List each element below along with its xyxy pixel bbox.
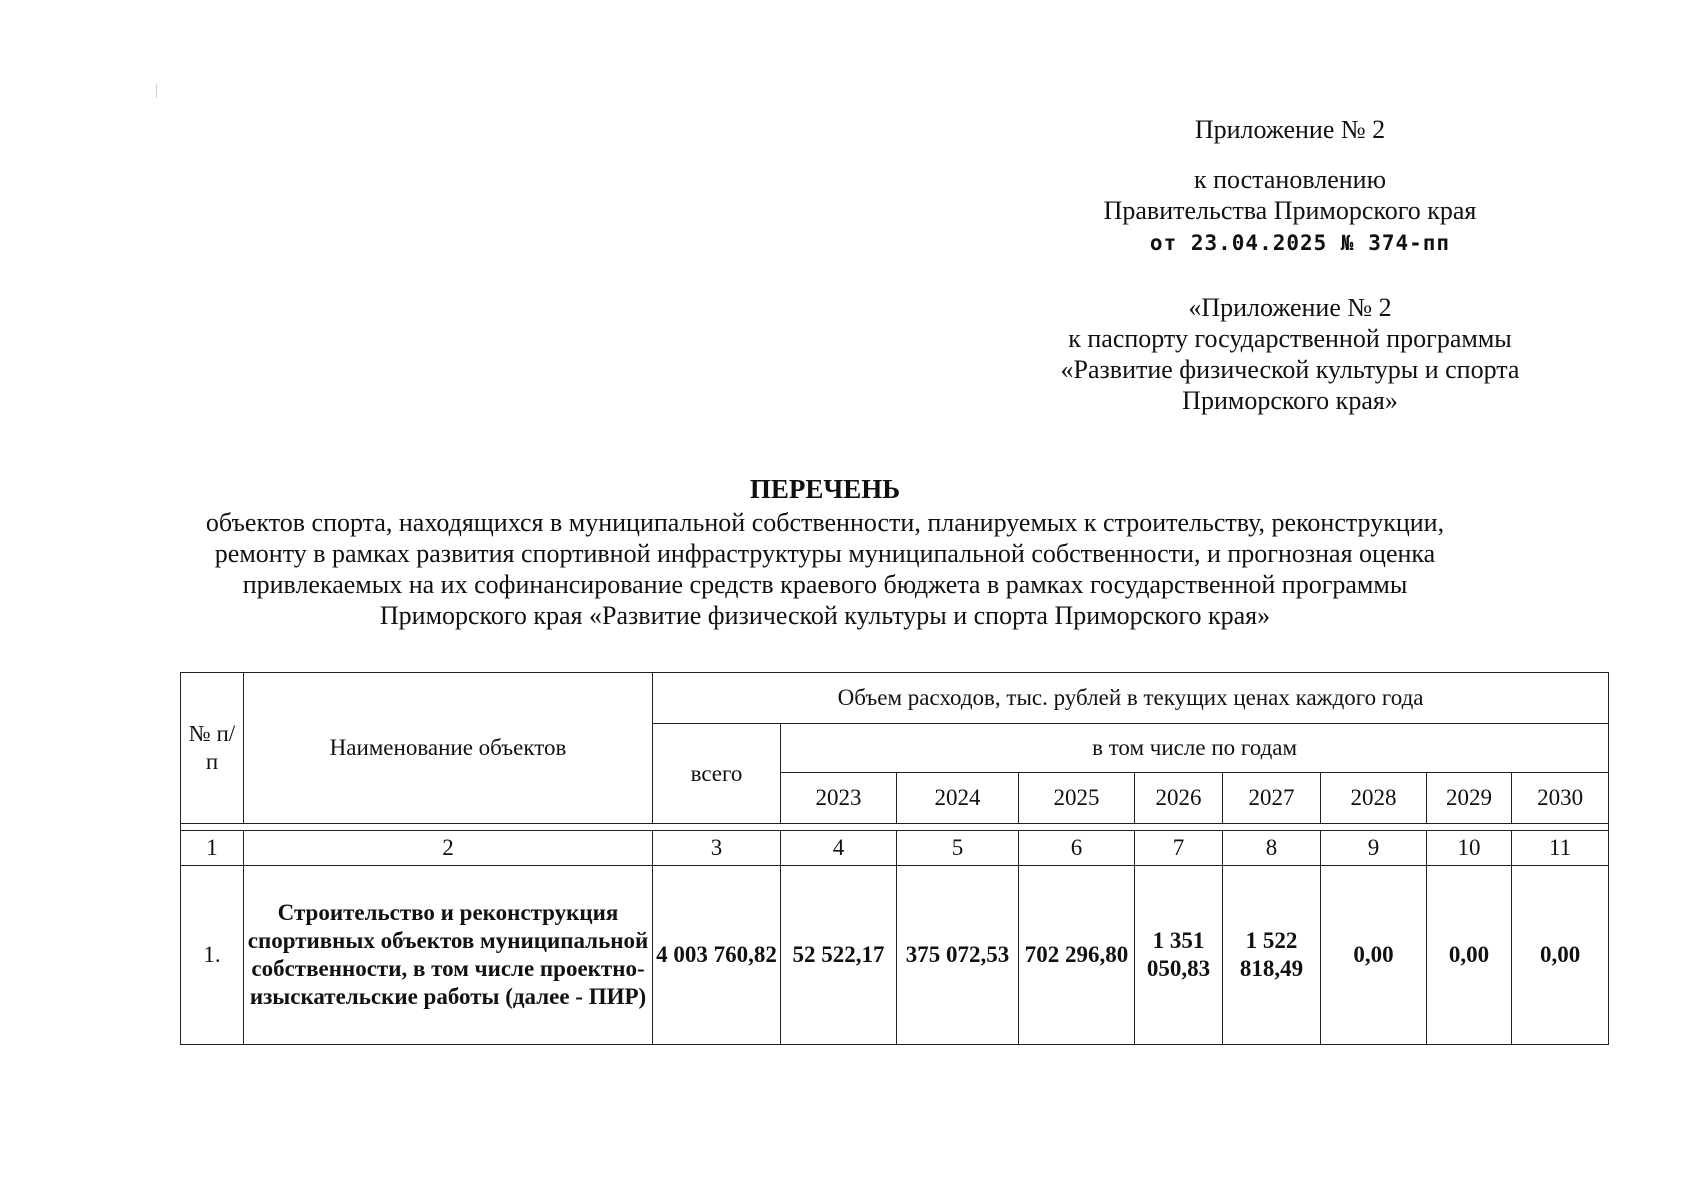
header-row <box>181 673 1609 724</box>
scan-mark <box>156 84 157 98</box>
separator-cell <box>181 824 1609 831</box>
row-value-2029: 0,00 <box>1427 866 1512 1045</box>
title-line-3: привлекаемых на их софинансирование средств краевого бюджета в рамках государственной программы <box>242 570 1408 599</box>
row-value-2030: 0,00 <box>1512 866 1609 1045</box>
row-number: 1. <box>181 866 244 1045</box>
header-expenses: Объем расходов, тыс. рублей в текущих ценах каждого года <box>653 673 1609 724</box>
date-number-stamp: от 23.04.2025 № 374-пп <box>1149 231 1451 255</box>
row-object-name: Строительство и реконструкция спортивных объектов муниципальной собственности, в том числе проектно-изыскательские работы (далее - ПИР) <box>244 866 653 1045</box>
header-year: 2025 <box>1019 773 1135 824</box>
header-year: 2023 <box>781 773 897 824</box>
appendix-line-3: Правительства Приморского края <box>1103 196 1477 225</box>
column-index: 2 <box>244 831 653 866</box>
column-index: 9 <box>1321 831 1427 866</box>
header-name: Наименование объектов <box>244 673 653 824</box>
header-total: всего <box>653 724 781 824</box>
column-index: 4 <box>781 831 897 866</box>
column-index: 11 <box>1512 831 1609 866</box>
title-line-4: Приморского края «Развитие физической культуры и спорта Приморского края» <box>379 601 1271 630</box>
objects-table <box>180 672 1609 1045</box>
header-year: 2024 <box>897 773 1019 824</box>
column-index: 8 <box>1223 831 1321 866</box>
table-row <box>181 866 1609 1045</box>
header-year: 2027 <box>1223 773 1321 824</box>
row-value-2028: 0,00 <box>1321 866 1427 1045</box>
header-number: № п/п <box>181 673 244 824</box>
row-value-2025: 702 296,80 <box>1019 866 1135 1045</box>
resolution-reference <box>1060 164 1520 259</box>
header-by-years: в том числе по годам <box>781 724 1609 773</box>
document-title <box>200 474 1450 631</box>
passport-line-1: «Приложение № 2 <box>1188 293 1392 322</box>
row-value-2024: 375 072,53 <box>897 866 1019 1045</box>
header-year: 2029 <box>1427 773 1512 824</box>
appendix-line-2: к постановлению <box>1193 165 1387 194</box>
header-year: 2030 <box>1512 773 1609 824</box>
column-index: 5 <box>897 831 1019 866</box>
passport-line-4: Приморского края» <box>1182 386 1398 415</box>
passport-line-2: к паспорту государственной программы <box>1068 324 1512 353</box>
header-separator <box>181 824 1609 831</box>
column-index: 10 <box>1427 831 1512 866</box>
row-total: 4 003 760,82 <box>653 866 781 1045</box>
row-value-2027: 1 522 818,49 <box>1223 866 1321 1045</box>
row-value-2026: 1 351 050,83 <box>1135 866 1223 1045</box>
appendix-number <box>1130 114 1450 145</box>
column-index: 6 <box>1019 831 1135 866</box>
title-main: ПЕРЕЧЕНЬ <box>749 474 901 504</box>
header-year: 2026 <box>1135 773 1223 824</box>
passport-reference <box>1010 292 1570 416</box>
row-value-2023: 52 522,17 <box>781 866 897 1045</box>
column-index: 7 <box>1135 831 1223 866</box>
appendix-line-1: Приложение № 2 <box>1194 115 1386 144</box>
passport-line-3: «Развитие физической культуры и спорта <box>1060 355 1520 384</box>
header-year: 2028 <box>1321 773 1427 824</box>
title-line-2: ремонту в рамках развития спортивной инфраструктуры муниципальной собственности, и прогнозная оценка <box>214 539 1436 568</box>
title-line-1: объектов спорта, находящихся в муниципальной собственности, планируемых к строительству, реконструкции, <box>205 508 1445 537</box>
column-index-row <box>181 831 1609 866</box>
column-index: 3 <box>653 831 781 866</box>
column-index: 1 <box>181 831 244 866</box>
